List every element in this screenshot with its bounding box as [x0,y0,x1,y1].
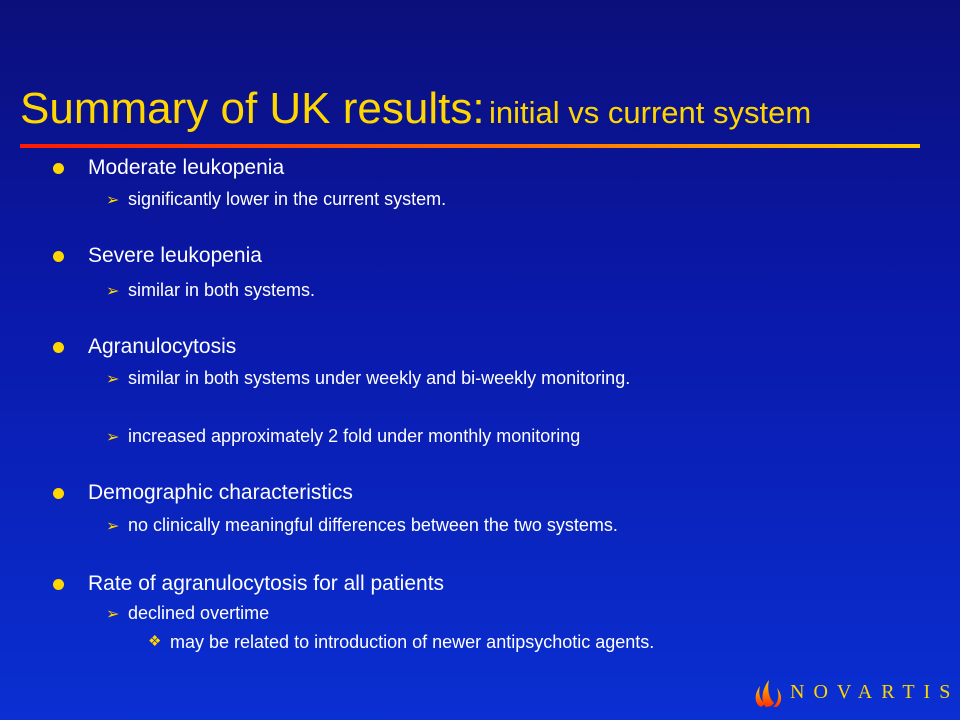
sub-bullet [106,280,316,301]
arrow-bullet-icon: ➢ [106,371,120,388]
sub-bullet-text: similar in both systems. [128,280,316,300]
arrow-bullet-icon: ➢ [106,192,120,209]
sub-bullet [106,515,618,536]
slide-title-sub: initial vs current system [489,95,812,130]
sub-sub-bullet-text: may be related to introduction of newer antipsychotic agents. [170,632,655,652]
bullet-text: Agranulocytosis [88,335,237,358]
sub-bullet-text: no clinically meaningful differences between the two systems. [128,515,618,535]
novartis-logo [752,674,960,708]
sub-bullet [106,368,631,389]
bullet-agranulocytosis [88,335,236,359]
arrow-bullet-icon: ➢ [106,429,120,446]
bullet-demographic-characteristics [88,481,353,505]
novartis-wordmark: NOVARTIS [790,681,960,703]
bullet-text: Severe leukopenia [88,244,262,267]
diamond-bullet-icon: ❖ [148,633,162,650]
slide-title [20,84,950,134]
bullet-text: Rate of agranulocytosis for all patients [88,572,445,595]
sub-bullet [106,603,270,624]
arrow-bullet-icon: ➢ [106,283,120,300]
sub-bullet-text: increased approximately 2 fold under monthly monitoring [128,426,581,446]
sub-bullet-text: similar in both systems under weekly and bi-weekly monitoring. [128,368,631,388]
sub-bullet-text: declined overtime [128,603,270,623]
slide-title-main: Summary of UK results: [20,84,485,133]
bullet-text: Demographic characteristics [88,481,353,504]
arrow-bullet-icon: ➢ [106,606,120,623]
bullet-dot-icon [53,579,64,590]
sub-bullet [106,426,581,447]
title-underline [20,144,920,148]
arrow-bullet-icon: ➢ [106,518,120,535]
novartis-flame-icon [752,674,784,708]
bullet-dot-icon [53,163,64,174]
bullet-moderate-leukopenia [88,156,284,180]
bullet-dot-icon [53,488,64,499]
sub-sub-bullet [148,632,655,653]
bullet-severe-leukopenia [88,244,262,268]
bullet-rate-of-agranulocytosis [88,572,444,596]
sub-bullet [106,189,447,210]
sub-bullet-text: significantly lower in the current system. [128,189,447,209]
bullet-text: Moderate leukopenia [88,156,285,179]
bullet-dot-icon [53,342,64,353]
bullet-dot-icon [53,251,64,262]
